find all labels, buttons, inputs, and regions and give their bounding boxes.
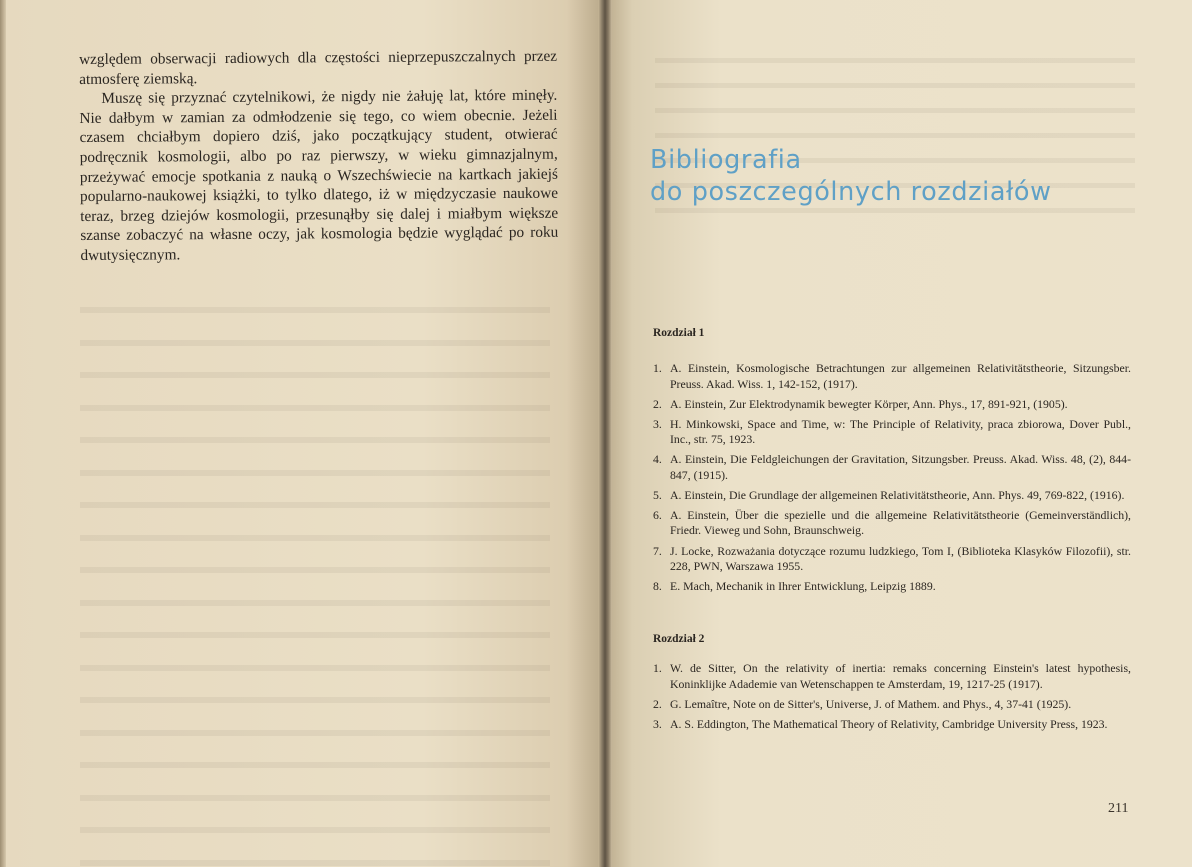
ref-text: E. Mach, Mechanik in Ihrer Entwicklung, Leipzig 1889. <box>670 579 936 594</box>
list-item <box>653 417 1131 448</box>
show-through-text <box>80 300 550 867</box>
bibliography-title <box>650 144 1052 208</box>
list-item <box>653 579 1131 595</box>
ref-text: J. Locke, Rozważania dotyczące rozumu ludzkiego, Tom I, (Biblioteka Klasyków Filozofii), str. 228, PWN, Warszawa 1955. <box>670 543 1131 574</box>
list-item <box>653 397 1131 413</box>
ref-text: W. de Sitter, On the relativity of inertia: remaks concerning Einstein's latest hypothesis, Koninklijke Adademie van Wetenschappen te Amsterdam, 19, 1217-25 (1917). <box>670 661 1131 691</box>
reference-list <box>653 661 1131 737</box>
ref-number: 8. <box>653 579 662 594</box>
paragraph: względem obserwacji radiowych dla częstości nieprzepuszczalnych przez atmosferę ziemską. <box>79 47 558 88</box>
ref-number: 7. <box>653 543 662 558</box>
ref-number: 1. <box>653 661 662 675</box>
ref-text: A. Einstein, Zur Elektrodynamik bewegter Körper, Ann. Phys., 17, 891-921, (1905). <box>670 396 1068 411</box>
ref-number: 4. <box>653 452 662 467</box>
ref-number: 2. <box>653 396 662 411</box>
page-number: 211 <box>1108 801 1129 816</box>
book-gutter <box>598 0 612 867</box>
ref-number: 2. <box>653 696 662 711</box>
ref-number: 6. <box>653 507 662 522</box>
ref-number: 3. <box>653 716 662 731</box>
paragraph: Muszę się przyznać czytelnikowi, że nigdy nie żałuję lat, które minęły. Nie dałbym w zamian za odmłodzenie się tego, co wiem obecnie. Jeżeli czasem chciałbym dopiero dziś, jako początkujący student, otwierać podręcznik kosmologii, albo po raz pierwszy, w wieku gimnazjalnym, przeżywać emocje spotkania z nauką o Wszechświecie na kartkach jakiejś popularno-naukowej książki, to tylko dlatego, iż w międzyczasie naukowe teraz, brzeg dziejów kosmologii, przesunąłby się dalej i miałbym większe szanse zobaczyć na własne oczy, jak kosmologia będzie wyglądać po roku dwutysięcznym. <box>79 86 559 264</box>
ref-text: A. Einstein, Die Grundlage der allgemeinen Relativitätstheorie, Ann. Phys. 49, 769-822, (1916). <box>670 487 1125 502</box>
ref-text: G. Lemaître, Note on de Sitter's, Universe, J. of Mathem. and Phys., 4, 37-41 (1925). <box>670 696 1072 711</box>
ref-text: A. Einstein, Kosmologische Betrachtungen zur allgemeinen Relativitätstheorie, Sitzungsber. Preuss. Akad. Wiss. 1, 142-152, (1917). <box>670 361 1131 391</box>
chapter-heading: Rozdział 2 <box>653 633 705 645</box>
list-item <box>653 452 1131 483</box>
ref-text: A. Einstein, Die Feldgleichungen der Gravitation, Sitzungsber. Preuss. Akad. Wiss. 48, (2), 844-847, (1915). <box>670 452 1131 482</box>
title-line: Bibliografia <box>650 145 802 175</box>
ref-text: A. S. Eddington, The Mathematical Theory of Relativity, Cambridge University Press, 1923. <box>670 716 1108 731</box>
ref-number: 5. <box>653 487 662 502</box>
page-edge <box>0 0 6 867</box>
list-item <box>653 717 1131 733</box>
list-item <box>653 361 1131 392</box>
ref-number: 1. <box>653 361 662 375</box>
ref-number: 3. <box>653 416 662 431</box>
list-item <box>653 488 1131 504</box>
list-item <box>653 661 1131 692</box>
list-item <box>653 508 1131 539</box>
title-line: do poszczególnych rozdziałów <box>650 177 1052 207</box>
list-item <box>653 544 1131 575</box>
left-body-text <box>79 47 558 266</box>
ref-text: A. Einstein, Über die spezielle und die allgemeine Relativitätstheorie (Gemeinverständlich), Friedr. Vieweg und Sohn, Braunschweig. <box>670 507 1131 538</box>
chapter-heading: Rozdział 1 <box>653 327 705 339</box>
ref-text: H. Minkowski, Space and Time, w: The Principle of Relativity, praca zbiorowa, Dover Publ., Inc., str. 75, 1923. <box>670 416 1131 447</box>
reference-list <box>653 361 1131 599</box>
list-item <box>653 697 1131 713</box>
